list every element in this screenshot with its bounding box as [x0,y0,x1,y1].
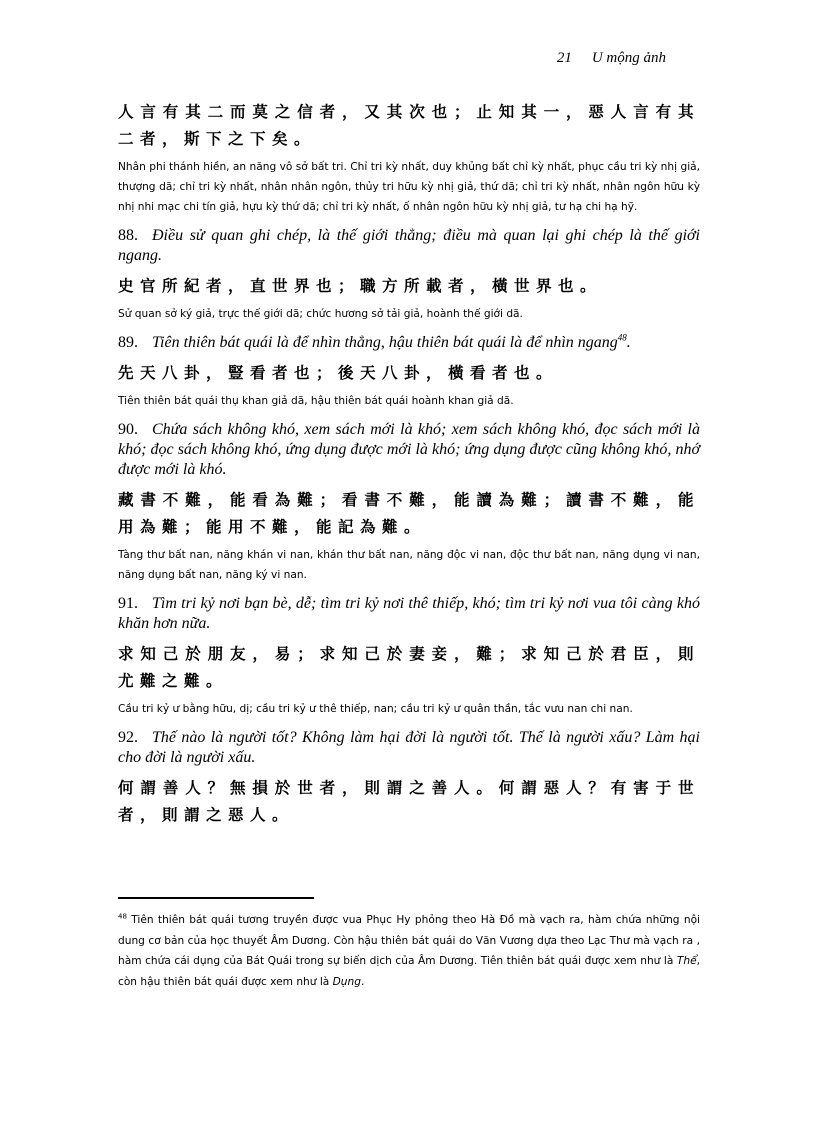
chinese-text-87: 人言有其二而莫之信者，又其次也；止知其一，惡人言有其二者，斯下之下矣。 [118,103,700,148]
transliteration-87: Nhân phi thánh hiền, an năng vô sở bất tri. Chỉ tri kỳ nhất, duy khủng bất chỉ kỳ nhất, phục cầu tri kỳ nhị giả, thượng dã; chỉ tri kỳ nhất, nhân nhân ngôn, thủy tri hữu kỳ nhị giả, thứ dã; chỉ tri kỳ nhất, nhân ngôn hữu kỳ nhị nhi mạc chi tín giả, hựu kỳ thứ dã; chỉ tri kỳ nhất, ố nhân ngôn hữu kỳ nhị giả, tư hạ chi hạ hỹ. [118,161,700,213]
page-number: 21 [556,50,572,66]
transliteration-89: Tiên thiên bát quái thụ khan giả dã, hậu thiên bát quái hoành khan giả dã. [118,395,514,407]
vietnamese-translation: Thế nào là người tốt? Không làm hại đời là người tốt. Thế là người xấu? Làm hại cho đời là người xấu. [118,729,700,766]
chinese-text-92: 何謂善人？無損於世者，則謂之善人。何謂惡人？有害于世者，則謂之惡人。 [118,779,700,824]
aphorism-number: 89. [118,334,138,351]
footnote-term-the: Thể [676,955,697,967]
aphorism-number: 90. [118,421,138,438]
book-title: U mộng ảnh [591,50,666,66]
transliteration-88: Sử quan sở ký giả, trực thế giới dã; chức hương sở tải giả, hoành thế giới dã. [118,308,523,320]
vietnamese-translation: Chứa sách không khó, xem sách mới là khó; xem sách không khó, đọc sách mới là khó; đọc sách không khó, ứng dụng được mới là khó; ứng dụng được cũng không khó, nhớ được mới là khó. [118,421,700,478]
vietnamese-translation: Tiên thiên bát quái là để nhìn thẳng, hậu thiên bát quái là để nhìn ngang [152,334,618,351]
vietnamese-translation: Điều sử quan ghi chép, là thế giới thẳng; điều mà quan lại ghi chép là thế giới ngang. [118,227,700,264]
page-content [118,99,700,829]
footnote-text: . [360,975,365,988]
aphorism-91 [118,594,700,634]
chinese-text-88: 史官所紀者，直世界也；職方所載者，橫世界也。 [118,277,603,295]
footnote-reference[interactable]: 48 [617,332,627,343]
chinese-text-89: 先天八卦，豎看者也；後天八卦，橫看者也。 [118,364,559,382]
aphorism-number: 91. [118,595,138,612]
aphorism-89 [118,333,700,353]
aphorism-number: 92. [118,729,138,746]
aphorism-number: 88. [118,227,138,244]
footnote-separator [118,897,314,899]
footnote-term-dung: Dụng [332,975,361,988]
aphorism-90 [118,420,700,480]
chinese-text-90: 藏書不難，能看為難；看書不難，能讀為難；讀書不難，能用為難；能用不難，能記為難。 [118,491,700,536]
aphorism-92 [118,728,700,768]
footnote-marker: 48 [118,912,127,921]
footnote-48 [118,910,700,992]
chinese-text-91: 求知己於朋友，易；求知己於妻妾，難；求知己於君臣，則尤難之難。 [118,645,700,690]
vietnamese-translation: Tìm tri kỷ nơi bạn bè, dễ; tìm tri kỷ nơi thê thiếp, khó; tìm tri kỷ nơi vua tôi càng khó khăn hơn nữa. [118,595,700,632]
transliteration-91: Cầu tri kỷ ư bằng hữu, dị; cầu tri kỷ ư thê thiếp, nan; cầu tri kỷ ư quân thần, tắc vưu nan chi nan. [118,703,633,715]
footnote-text: , còn hậu thiên bát quái được xem như là [118,955,700,988]
footnote-text: Tiên thiên bát quái tương truyền được vua Phục Hy phỏng theo Hà Đồ mà vạch ra, hàm chứa những nội dung cơ bản của học thuyết Âm Dương. Còn hậu thiên bát quái do Văn Vương dựa theo Lạc Thư mà vạch ra , hàm chứa cái dụng của Bát Quái trong sự biến dịch của Âm Dương. Tiên thiên bát quái được xem như là [118,914,700,967]
sentence-end: . [626,334,631,351]
transliteration-90: Tàng thư bất nan, năng khán vi nan, khán thư bất nan, năng độc vi nan, độc thư bất nan, năng dụng vi nan, năng dụng bất nan, năng ký vi nan. [118,549,700,581]
running-header [118,50,666,67]
aphorism-88 [118,226,700,266]
